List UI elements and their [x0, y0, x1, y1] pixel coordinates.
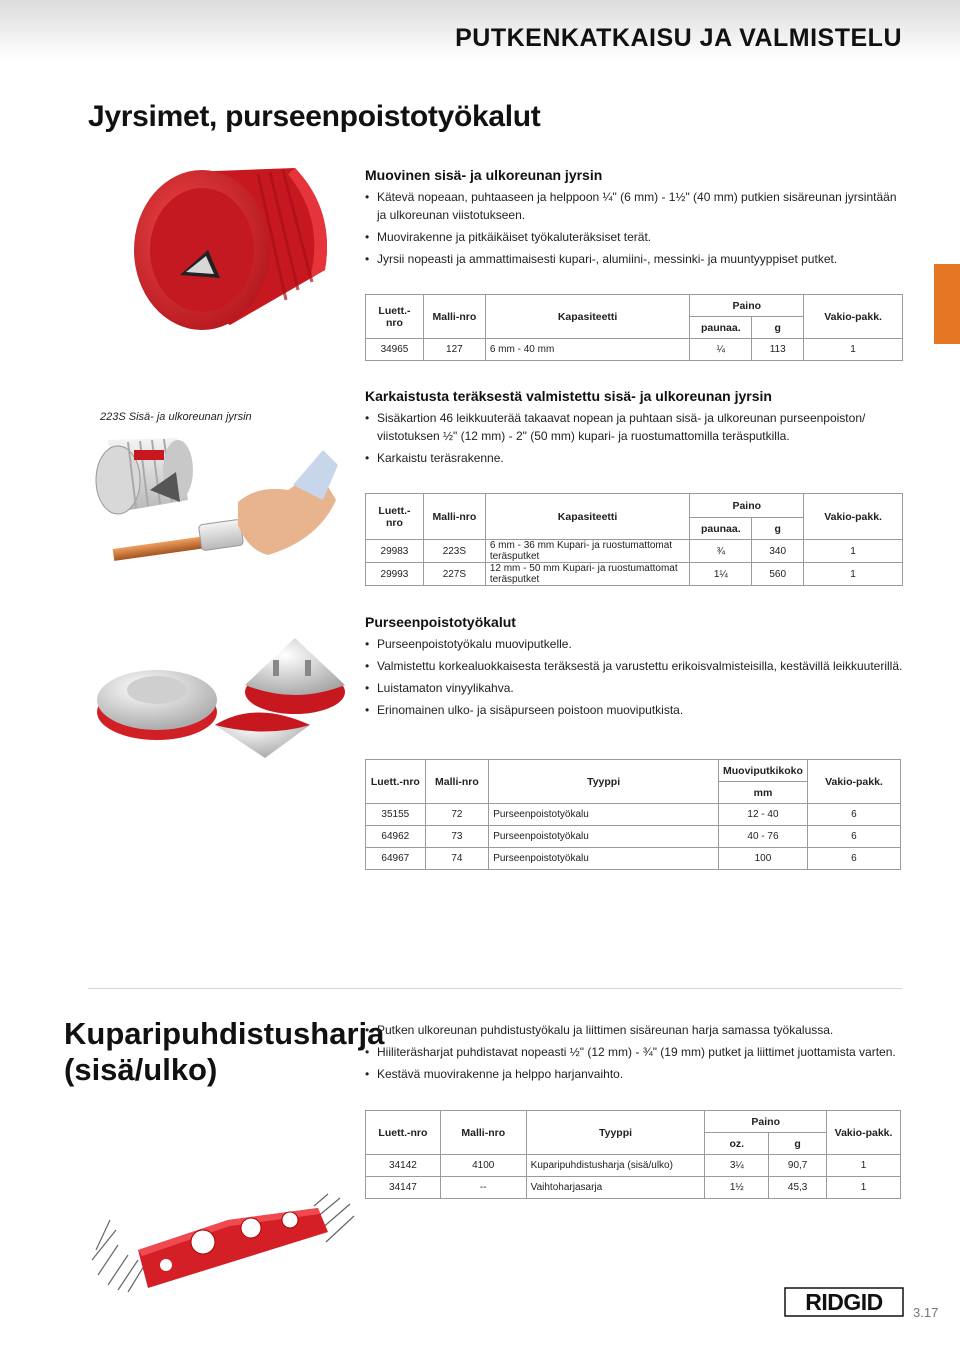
- col-header: Vakio-pakk.: [804, 494, 903, 540]
- section-title: PUTKENKATKAISU JA VALMISTELU: [455, 24, 902, 52]
- table-cell: 1¼: [690, 563, 752, 586]
- logo-text: RIDGID: [805, 1289, 883, 1315]
- col-header: Vakio-pakk.: [804, 295, 903, 339]
- list-item: • Purseenpoistotyökalu muoviputkelle.: [365, 635, 905, 653]
- deburring-tools-bullets: [365, 635, 905, 719]
- col-header: Kapasiteetti: [485, 295, 690, 339]
- col-header: Malli-nro: [423, 494, 485, 540]
- table-row: [366, 804, 901, 826]
- col-header: Vakio-pakk.: [827, 1111, 901, 1155]
- list-item: • Erinomainen ulko- ja sisäpurseen poistoon muoviputkista.: [365, 701, 905, 719]
- table-cell: 73: [425, 826, 489, 848]
- table-cell: 1½: [705, 1177, 769, 1199]
- brush-section: [365, 1021, 905, 1087]
- list-item: • Jyrsii nopeasti ja ammattimaisesti kupari-, alumiini-, messinki- ja muuntyyppiset putket.: [365, 250, 905, 268]
- list-item: • Luistamaton vinyylikahva.: [365, 679, 905, 697]
- list-item: • Sisäkartion 46 leikkuuterää takaavat nopean ja puhtaan sisä- ja ulkoreunan purseenpoiston/ viistotuksen ½" (12 mm) - 2" (50 mm) kupari- ja ruostumattomilla teräsputkilla.: [365, 409, 905, 445]
- table-cell: 64967: [366, 848, 426, 870]
- brush-bullets: [365, 1021, 905, 1083]
- steel-reamer-bullets: [365, 409, 905, 467]
- table-row: [366, 1155, 901, 1177]
- plastic-reamer-bullets: [365, 188, 905, 268]
- table-cell: 3¼: [705, 1155, 769, 1177]
- sub-header: paunaa.: [690, 317, 752, 339]
- deburring-tools-section: [365, 614, 905, 723]
- table-cell: 34142: [366, 1155, 441, 1177]
- table-cell: 74: [425, 848, 489, 870]
- table-row: [366, 826, 901, 848]
- table-cell: 560: [752, 563, 804, 586]
- col-group-header: Paino: [690, 494, 804, 518]
- col-header: Tyyppi: [526, 1111, 705, 1155]
- table-row: [366, 339, 903, 361]
- table-cell: 1: [804, 563, 903, 586]
- sub-header: paunaa.: [690, 518, 752, 540]
- ridgid-logo: [784, 1287, 904, 1317]
- table-cell: 6 mm - 40 mm: [485, 339, 690, 361]
- table-cell: Purseenpoistotyökalu: [489, 826, 719, 848]
- table-cell: 1: [804, 339, 903, 361]
- deburring-tools-table: [365, 759, 901, 870]
- table-cell: 340: [752, 540, 804, 563]
- table-cell: 64962: [366, 826, 426, 848]
- table-cell: 6 mm - 36 mm Kupari- ja ruostumattomat teräsputket: [485, 540, 690, 563]
- table-cell: Vaihtoharjasarja: [526, 1177, 705, 1199]
- col-header: Luett.-nro: [366, 494, 424, 540]
- page-number: 3.17: [913, 1305, 939, 1320]
- table-cell: 113: [752, 339, 804, 361]
- sub-header: g: [752, 518, 804, 540]
- table-cell: Purseenpoistotyökalu: [489, 804, 719, 826]
- table-row: [366, 540, 903, 563]
- col-header: Vakio-pakk.: [807, 760, 900, 804]
- col-group-header: Paino: [705, 1111, 827, 1133]
- table-cell: 6: [807, 848, 900, 870]
- col-header: Malli-nro: [425, 760, 489, 804]
- table-cell: 1: [804, 540, 903, 563]
- table-cell: Purseenpoistotyökalu: [489, 848, 719, 870]
- table-row: [366, 563, 903, 586]
- steel-reamer-image: [88, 430, 338, 575]
- list-item: • Karkaistu teräsrakenne.: [365, 449, 905, 467]
- plastic-reamer-image: [120, 150, 345, 335]
- steel-reamer-section: [365, 388, 905, 471]
- list-item: • Putken ulkoreunan puhdistustyökalu ja liittimen sisäreunan harja samassa työkalussa.: [365, 1021, 905, 1039]
- plastic-reamer-title: Muovinen sisä- ja ulkoreunan jyrsin: [365, 167, 603, 183]
- col-header: Luett.-nro: [366, 295, 424, 339]
- sub-header: g: [769, 1133, 827, 1155]
- table-cell: 6: [807, 804, 900, 826]
- plastic-reamer-section: [365, 167, 905, 272]
- table-cell: 127: [423, 339, 485, 361]
- table-cell: 29993: [366, 563, 424, 586]
- copper-brush-image: [88, 1190, 358, 1300]
- steel-reamer-table: [365, 493, 903, 586]
- table-cell: ¼: [690, 339, 752, 361]
- table-cell: 12 - 40: [719, 804, 808, 826]
- col-header: Kapasiteetti: [485, 494, 690, 540]
- steel-reamer-title: Karkaistusta teräksestä valmistettu sisä- ja ulkoreunan jyrsin: [365, 388, 772, 404]
- table-row: [366, 1177, 901, 1199]
- brush-heading-line1: Kuparipuhdistusharja: [64, 1016, 385, 1051]
- table-cell: 29983: [366, 540, 424, 563]
- table-cell: 90,7: [769, 1155, 827, 1177]
- table-cell: 34147: [366, 1177, 441, 1199]
- brush-heading: [64, 1016, 384, 1088]
- table-row: [366, 848, 901, 870]
- list-item: • Valmistettu korkealuokkaisesta teräksestä ja varustettu erikoisvalmisteisilla, kestävillä leikkuuterillä.: [365, 657, 905, 675]
- steel-reamer-caption: 223S Sisä- ja ulkoreunan jyrsin: [100, 411, 252, 423]
- table-cell: 6: [807, 826, 900, 848]
- list-item: • Kestävä muovirakenne ja helppo harjanvaihto.: [365, 1065, 905, 1083]
- table-cell: 1: [827, 1155, 901, 1177]
- plastic-reamer-table: [365, 294, 903, 361]
- list-item: • Hiiliteräsharjat puhdistavat nopeasti ½" (12 mm) - ¾" (19 mm) putket ja liittimet juottamista varten.: [365, 1043, 905, 1061]
- deburring-tools-title: Purseenpoistotyökalut: [365, 614, 516, 630]
- table-cell: 1: [827, 1177, 901, 1199]
- col-header: Malli-nro: [423, 295, 485, 339]
- list-item: • Kätevä nopeaan, puhtaaseen ja helppoon ¼" (6 mm) - 1½" (40 mm) putkien sisäreunan jyrsintään ja ulkoreunan viistotukseen.: [365, 188, 905, 224]
- table-cell: --: [440, 1177, 526, 1199]
- list-item: • Muovirakenne ja pitkäikäiset työkaluteräksiset terät.: [365, 228, 905, 246]
- col-header: Luett.-nro: [366, 1111, 441, 1155]
- table-cell: 40 - 76: [719, 826, 808, 848]
- section-divider: [88, 988, 902, 989]
- table-cell: 100: [719, 848, 808, 870]
- sub-header: oz.: [705, 1133, 769, 1155]
- table-cell: 35155: [366, 804, 426, 826]
- brush-table: [365, 1110, 901, 1199]
- table-cell: Kuparipuhdistusharja (sisä/ulko): [526, 1155, 705, 1177]
- col-header: Luett.-nro: [366, 760, 426, 804]
- table-cell: 4100: [440, 1155, 526, 1177]
- table-cell: 223S: [423, 540, 485, 563]
- brush-heading-line2: (sisä/ulko): [64, 1052, 218, 1087]
- page-heading: Jyrsimet, purseenpoistotyökalut: [88, 100, 541, 133]
- col-group-header: Muoviputkikoko: [719, 760, 808, 782]
- section-tab-marker: [934, 264, 960, 344]
- table-cell: 227S: [423, 563, 485, 586]
- sub-header: g: [752, 317, 804, 339]
- table-cell: 34965: [366, 339, 424, 361]
- sub-header: mm: [719, 782, 808, 804]
- table-cell: 45,3: [769, 1177, 827, 1199]
- col-header: Malli-nro: [440, 1111, 526, 1155]
- deburring-tools-image: [95, 630, 350, 760]
- table-cell: 12 mm - 50 mm Kupari- ja ruostumattomat teräsputket: [485, 563, 690, 586]
- col-group-header: Paino: [690, 295, 804, 317]
- table-cell: ¾: [690, 540, 752, 563]
- col-header: Tyyppi: [489, 760, 719, 804]
- table-cell: 72: [425, 804, 489, 826]
